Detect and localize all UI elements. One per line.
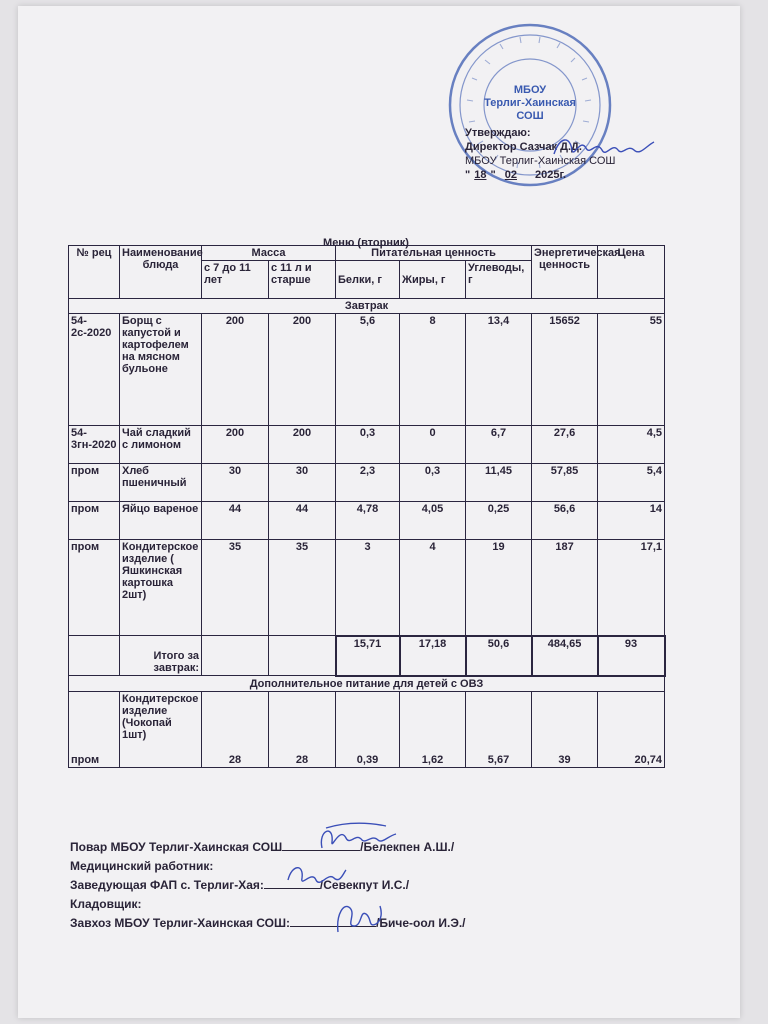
menu-title: Меню (вторник) xyxy=(323,237,409,249)
approval-date xyxy=(465,168,616,182)
cell-energy: 57,85 xyxy=(532,464,598,502)
header-protein: Белки, г xyxy=(336,261,400,299)
approval-line-2: Директор Сазчак Д.Д. xyxy=(465,141,582,153)
cell-price: 14 xyxy=(598,502,665,540)
signatures-block xyxy=(70,838,466,933)
cell-price: 5,4 xyxy=(598,464,665,502)
cell-carbs: 0,25 xyxy=(466,502,532,540)
cell-mass-7-11: 30 xyxy=(202,464,269,502)
header-rec: № рец xyxy=(69,246,120,299)
date-day: 18 xyxy=(474,169,487,181)
cell-carbs: 6,7 xyxy=(466,426,532,464)
cell-rec: пром xyxy=(69,692,120,768)
header-name: Наименование блюда xyxy=(120,246,202,299)
cell-mass-7-11 xyxy=(202,636,269,676)
cell-mass-11: 28 xyxy=(269,692,336,768)
fap-label: Заведующая ФАП с. Терлиг-Хая: xyxy=(70,878,264,892)
cell-fat: 4,05 xyxy=(400,502,466,540)
cell-energy: 39 xyxy=(532,692,598,768)
table-row xyxy=(69,692,665,768)
cell-mass-7-11: 200 xyxy=(202,426,269,464)
cell-mass-11: 44 xyxy=(269,502,336,540)
total-energy: 484,65 xyxy=(532,636,598,676)
table-row xyxy=(69,314,665,426)
header-carbs: Углеводы, г xyxy=(466,261,532,299)
cell-rec xyxy=(69,636,120,676)
total-label: Итого за завтрак: xyxy=(120,636,202,676)
director-signature xyxy=(550,128,660,168)
cell-name: Кондитерское изделие (Чокопай 1шт) xyxy=(120,692,202,768)
stamp-line: МБОУ xyxy=(513,84,547,96)
approval-line-1: Утверждаю: xyxy=(465,127,531,139)
fap-name: /Севекпут И.С./ xyxy=(319,878,410,892)
cell-fat: 1,62 xyxy=(400,692,466,768)
cell-energy: 187 xyxy=(532,540,598,636)
menu-table xyxy=(68,245,666,768)
cell-protein: 0,39 xyxy=(336,692,400,768)
cell-energy: 15652 xyxy=(532,314,598,426)
cell-rec: пром xyxy=(69,540,120,636)
cell-protein: 5,6 xyxy=(336,314,400,426)
cook-line xyxy=(70,838,466,857)
cell-energy: 56,6 xyxy=(532,502,598,540)
cell-protein: 0,3 xyxy=(336,426,400,464)
section-extra: Дополнительное питание для детей с ОВЗ xyxy=(69,676,665,692)
cell-mass-11: 35 xyxy=(269,540,336,636)
cell-name: Кондитерское изделие ( Яшкинская картошка 2шт) xyxy=(120,540,202,636)
cell-name: Яйцо вареное xyxy=(120,502,202,540)
date-mid: " xyxy=(490,169,499,181)
fap-signature xyxy=(284,858,350,892)
cell-price: 55 xyxy=(598,314,665,426)
supply-signature xyxy=(330,896,386,940)
stamp-line: Терлиг-Хаинская xyxy=(484,97,576,109)
cell-carbs: 11,45 xyxy=(466,464,532,502)
cell-mass-11: 200 xyxy=(269,426,336,464)
cell-carbs: 19 xyxy=(466,540,532,636)
cook-label: Повар МБОУ Терлиг-Хаинская СОШ xyxy=(70,840,283,854)
cell-energy: 27,6 xyxy=(532,426,598,464)
cell-mass-7-11: 28 xyxy=(202,692,269,768)
cell-fat: 4 xyxy=(400,540,466,636)
cell-name: Чай сладкий с лимоном xyxy=(120,426,202,464)
cell-name: Борщ с капустой и картофелем на мясном бульоне xyxy=(120,314,202,426)
fap-line xyxy=(70,876,466,895)
stamp-center-text xyxy=(470,84,590,123)
cell-carbs: 13,4 xyxy=(466,314,532,426)
header-mass-7-11: с 7 до 11 лет xyxy=(202,261,269,299)
cell-mass-7-11: 35 xyxy=(202,540,269,636)
cell-mass-11: 200 xyxy=(269,314,336,426)
cell-fat: 8 xyxy=(400,314,466,426)
total-carbs: 50,6 xyxy=(466,636,532,676)
cell-price: 4,5 xyxy=(598,426,665,464)
stamp-line: СОШ xyxy=(516,110,544,122)
total-price: 93 xyxy=(598,636,665,676)
cell-fat: 0,3 xyxy=(400,464,466,502)
cell-rec: 54-3гн-2020 xyxy=(69,426,120,464)
storekeeper-line: Кладовщик: xyxy=(70,897,142,911)
date-suffix: 2025г. xyxy=(535,169,567,181)
supply-label: Завхоз МБОУ Терлиг-Хаинская СОШ: xyxy=(70,916,291,930)
supply-name: /Биче-оол И.Э./ xyxy=(376,916,466,930)
table-row xyxy=(69,502,665,540)
cell-mass-7-11: 200 xyxy=(202,314,269,426)
header-price: Цена xyxy=(598,246,665,299)
table-row xyxy=(69,464,665,502)
cook-signature xyxy=(316,818,400,858)
date-month: 02 xyxy=(504,169,517,181)
cell-name: Хлеб пшеничный xyxy=(120,464,202,502)
total-fat: 17,18 xyxy=(400,636,466,676)
cell-protein: 3 xyxy=(336,540,400,636)
cell-rec: 54-2с-2020 xyxy=(69,314,120,426)
cell-mass-11 xyxy=(269,636,336,676)
header-mass: Масса xyxy=(202,246,336,261)
cell-protein: 2,3 xyxy=(336,464,400,502)
cell-mass-11: 30 xyxy=(269,464,336,502)
table-row xyxy=(69,540,665,636)
total-protein: 15,71 xyxy=(336,636,400,676)
medic-line: Медицинский работник: xyxy=(70,859,214,873)
header-nutrition: Питательная ценность xyxy=(336,246,532,261)
table-row xyxy=(69,426,665,464)
cook-name: /Белекпен А.Ш./ xyxy=(360,840,455,854)
total-row xyxy=(69,636,665,676)
cell-mass-7-11: 44 xyxy=(202,502,269,540)
cell-rec: пром xyxy=(69,502,120,540)
approval-line-3: МБОУ Терлиг-Хаинская СОШ xyxy=(465,155,616,167)
cell-rec: пром xyxy=(69,464,120,502)
cell-price: 20,74 xyxy=(598,692,665,768)
supply-line xyxy=(70,914,466,933)
section-breakfast: Завтрак xyxy=(69,299,665,314)
header-fat: Жиры, г xyxy=(400,261,466,299)
cell-fat: 0 xyxy=(400,426,466,464)
header-mass-11: с 11 л и старше xyxy=(269,261,336,299)
date-prefix: " xyxy=(465,169,471,181)
cell-protein: 4,78 xyxy=(336,502,400,540)
cell-price: 17,1 xyxy=(598,540,665,636)
header-energy: Энергетическая ценность xyxy=(532,246,598,299)
cell-carbs: 5,67 xyxy=(466,692,532,768)
